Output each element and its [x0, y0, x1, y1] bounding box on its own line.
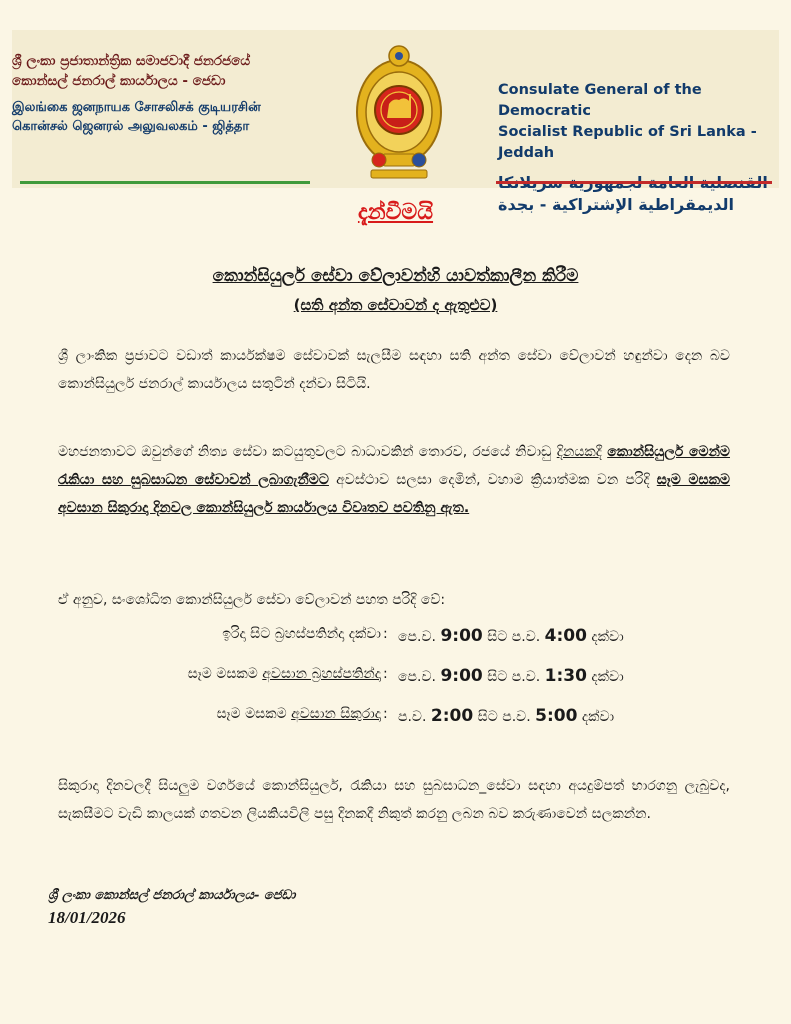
letterhead-green-rule — [20, 181, 310, 184]
schedule-from-time: 9:00 — [440, 666, 483, 686]
letterhead-sinhala-line1: ශ්‍රී ලංකා ප්‍රජාතාන්ත්‍රික සමාජවාදී ජනරජයේ — [12, 53, 251, 69]
paragraph-2 — [58, 438, 730, 522]
schedule-from-time: 2:00 — [430, 706, 474, 726]
schedule-row — [0, 666, 791, 694]
schedule-mid: සිට ප.ව. — [477, 709, 531, 725]
schedule-to-time: 4:00 — [544, 626, 587, 646]
letterhead-right-text — [498, 80, 783, 215]
schedule-label-text: සෑම මසකම — [187, 666, 263, 682]
letterhead-english-line2: Socialist Republic of Sri Lanka - Jeddah — [498, 124, 757, 162]
schedule-mid: සිට ප.ව. — [487, 629, 541, 645]
paragraph-2-friday-notice: සෑම මසකම අවසාන සිකුරාදා දිනවල කොන්සියුලර් කාර්යාලය විවෘතව පවතිනු ඇත. — [58, 472, 731, 516]
schedule-time — [398, 706, 614, 726]
schedule-from-time: 9:00 — [440, 626, 483, 646]
schedule-colon: : — [383, 706, 388, 722]
letterhead-english-line1: Consulate General of the Democratic — [498, 82, 702, 120]
schedule-colon: : — [383, 626, 388, 642]
schedule-label — [217, 706, 381, 722]
paragraph-4: සිකුරාදා දිනවලදී සියලුම වර්ගයේ කොන්සියුලර්, රැකියා සහ සුබසාධන_සේවා සඳහා අයදුම්පත් භාරගනු ලැබුවද, සැකසීමට වැඩි කාලයක් ගතවන ලියකියවිලි පසු දිනකදී නිකුත් කරනු ලබන බව කරුණාවෙන් සලකන්න. — [58, 778, 730, 822]
paragraph-2-services: කොන්සියුලර් මෙන්ම රැකියා සහ සුබසාධන සේවාවන් ලබාගැනීමට — [58, 444, 730, 488]
schedule-suffix: දක්වා — [581, 709, 615, 725]
paragraph-2-part1: මහජනතාවට ඔවුන්ගේ නිත්‍ය සේවා කටයුතුවලට බාධාවකින් තොරව, රජයේ නිවාඩු — [58, 444, 557, 460]
schedule-suffix: දක්වා — [591, 629, 624, 645]
schedule-label-text: සෑම මසකම — [216, 706, 292, 722]
document-date: 18/01/2026 — [48, 908, 126, 927]
schedule-time — [398, 626, 624, 646]
schedule-from-prefix: පෙ.ව. — [398, 669, 436, 685]
schedule-label-text: ඉරිදා සිට බ්‍රහස්පතින්දා දක්වා — [222, 626, 381, 642]
schedule-label — [188, 666, 381, 682]
schedule-label-underlined: අවසාන බ්‍රහස්පතින්දා — [262, 666, 381, 682]
schedule-row — [0, 706, 791, 734]
paragraph-3: ඒ අනුව, සංශෝධිත කොන්සියුලර් සේවා වේලාවන් පහත පරිදි වේ: — [58, 592, 446, 608]
paragraph-2-part5: අවස්ථාව සලසා දෙමින්, වහාම ක්‍රියාත්මක වන පරිදි — [328, 472, 657, 488]
schedule-from-prefix: පෙ.ව. — [398, 629, 436, 645]
letterhead-arabic-line2: الديمقراطية الإشتراكية - بجدة — [498, 194, 734, 214]
schedule-time — [398, 666, 624, 686]
letterhead-tamil-line1: இலங்கை ஜனநாயக சோசலிசக் குடியரசின் — [12, 100, 261, 116]
paragraph-1: ශ්‍රී ලාංකික ප්‍රජාවට වඩාත් කාර්යක්ෂම සේවාවක් සැලසීම සඳහා සති අන්ත සේවා වේලාවන් හඳුන්වා දෙන බව කොන්සියුලර් ජනරාල් කාර්යාලය සතුටින් දන්වා සිටියි. — [58, 348, 730, 392]
notice-heading: දැන්වීමයි — [357, 200, 434, 225]
document-title: කොන්සියුලර් සේවා වේලාවන්හි යාවත්කාලීන කිරීම — [212, 266, 579, 286]
document-subtitle: (සති අන්ත සේවාවන් ද ඇතුළුව) — [293, 296, 498, 314]
schedule-row — [0, 626, 791, 654]
letterhead-sinhala-line2: කොන්සල් ජනරාල් කාර්යාලය - ජෙඩා — [12, 72, 226, 89]
schedule-mid: සිට ප.ව. — [487, 669, 541, 685]
signature: ශ්‍රී ලංකා කොන්සල් ජනරාල් කාර්යාලය- ජෙඩා — [48, 888, 296, 903]
letterhead-left-text — [12, 52, 312, 137]
letterhead-tamil-line2: கொன்சல் ஜெனரல் அலுவலகம் - ஜித்தா — [12, 118, 250, 134]
schedule-colon: : — [383, 666, 388, 682]
schedule-label — [222, 626, 381, 642]
schedule-suffix: දක්වා — [591, 669, 624, 685]
paragraph-2-holiday: දිනයකදී — [556, 444, 602, 460]
letterhead-red-rule — [496, 181, 772, 184]
schedule-to-time: 1:30 — [544, 666, 587, 686]
schedule-from-prefix: ප.ව. — [398, 709, 427, 725]
schedule-to-time: 5:00 — [535, 706, 578, 726]
sri-lanka-emblem-icon — [353, 34, 445, 182]
schedule-label-underlined: අවසාන සිකුරාදා — [291, 706, 381, 722]
